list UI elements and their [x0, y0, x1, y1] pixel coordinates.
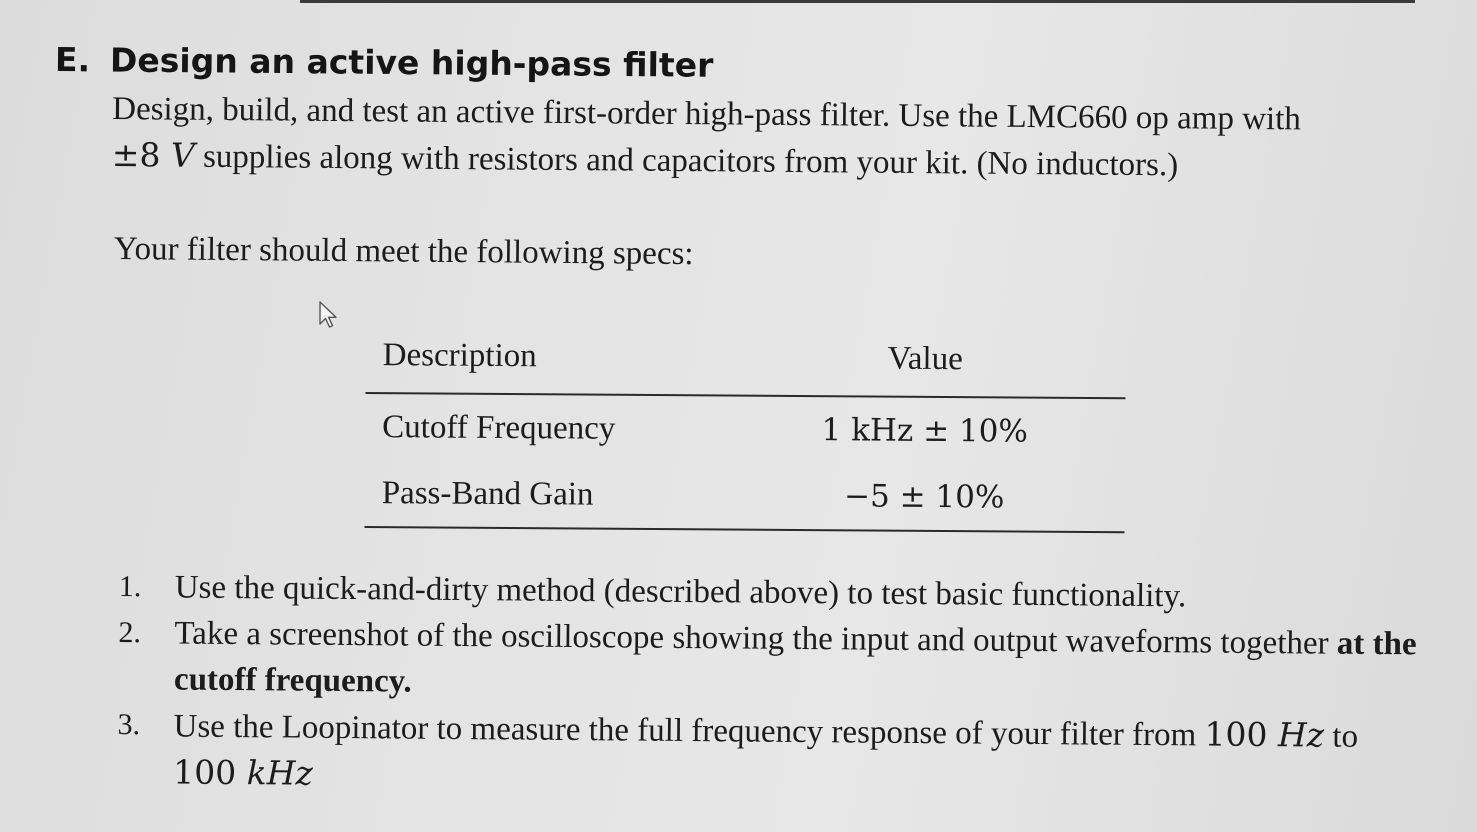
column-header-value: Value — [813, 321, 1126, 398]
supply-value: ±8 V — [111, 134, 195, 175]
mouse-pointer-icon — [318, 300, 340, 330]
list-item — [118, 610, 1419, 713]
table-row — [365, 393, 1125, 465]
step-text: Take a screenshot of the oscilloscope showing the input and output waveforms together — [174, 615, 1338, 662]
intro-line-1: Design, build, and test an active first-order high-pass filter. Use the LMC660 op amp with — [112, 91, 1302, 138]
step-number: 2. — [118, 616, 142, 650]
section-letter: E. — [54, 40, 91, 80]
section-title: Design an active high-pass filter — [109, 40, 714, 85]
spec-value: 1 kHz ± 10% — [821, 412, 1029, 450]
to-frequency: 100 kHz — [173, 752, 314, 793]
step-text: Use the Loopinator to measure the full frequency response of your filter from — [173, 708, 1205, 754]
step-number: 1. — [118, 570, 142, 604]
step-text: Use the quick-and-dirty method (described above) to test basic functionality. — [174, 569, 1187, 615]
step-text-mid: to — [1323, 718, 1359, 755]
spec-table — [365, 318, 1126, 533]
intro-line-2-text: supplies along with resistors and capacitors from your kit. (No inductors.) — [194, 138, 1179, 184]
table-row — [365, 460, 1125, 532]
section-heading — [55, 40, 714, 85]
spec-description: Cutoff Frequency — [382, 408, 616, 447]
from-frequency: 100 Hz — [1204, 714, 1325, 755]
spec-table-header-row — [365, 318, 1126, 398]
step-number: 3. — [117, 707, 141, 742]
list-item — [117, 702, 1418, 807]
specs-intro: Your filter should meet the following specs: — [113, 231, 694, 273]
top-divider — [300, 0, 1415, 3]
column-header-description: Description — [365, 318, 814, 396]
intro-paragraph — [112, 86, 1403, 190]
steps-list — [117, 564, 1419, 807]
step-emphasis: at the cutoff frequency. — [173, 625, 1417, 700]
spec-value: −5 ± 10% — [813, 463, 1125, 532]
spec-description: Pass-Band Gain — [365, 460, 813, 530]
